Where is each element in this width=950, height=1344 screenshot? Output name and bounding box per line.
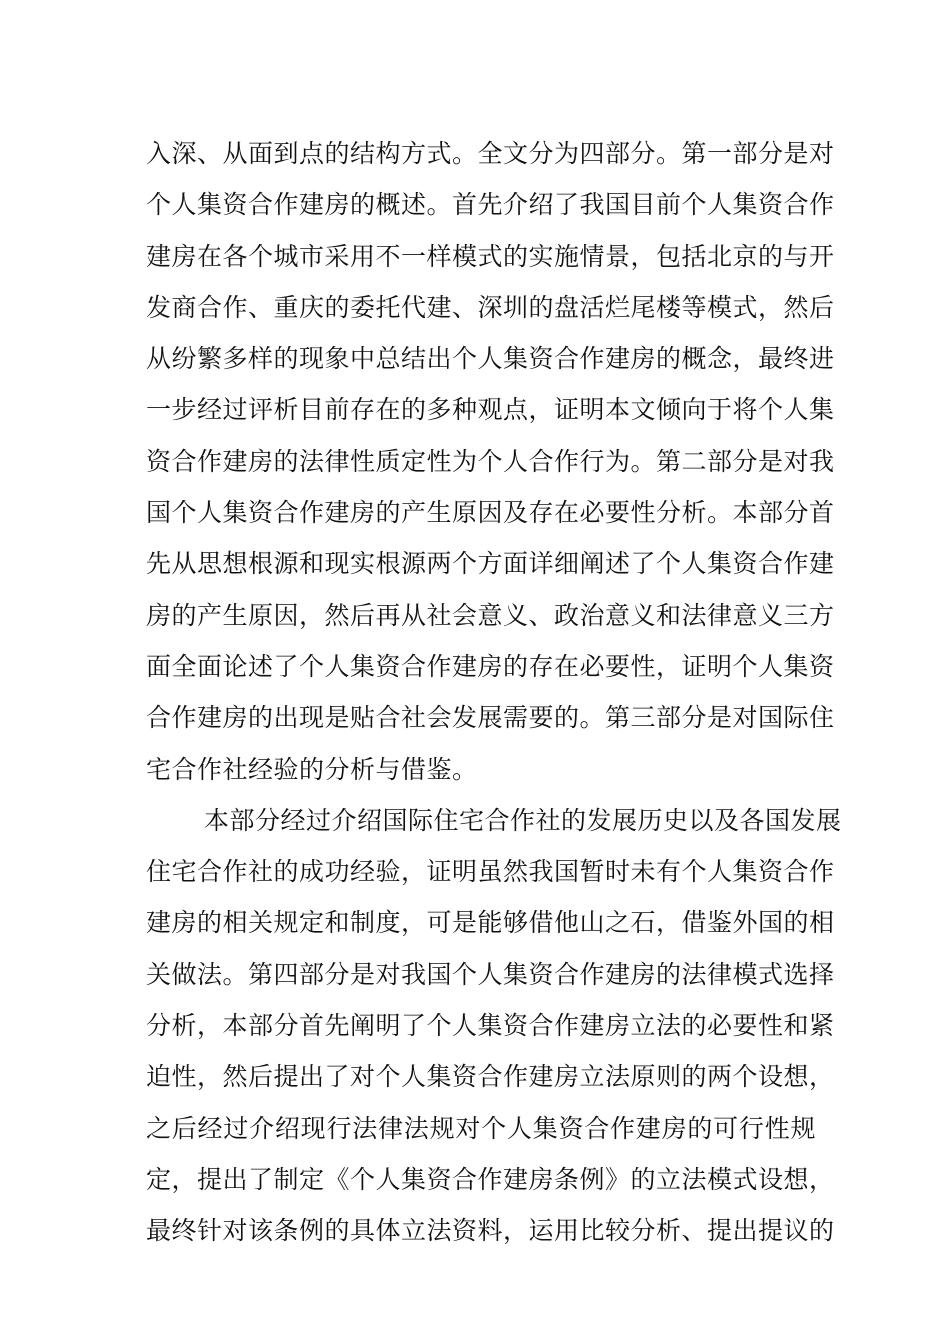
text-line: 合作建房的出现是贴合社会发展需要的。第三部分是对国际住 [146,703,835,733]
body-text [146,128,842,1257]
text-line: 面全面论述了个人集资合作建房的存在必要性，证明个人集资 [146,651,835,681]
text-line: 之后经过介绍现行法律法规对个人集资合作建房的可行性规 [146,1113,816,1143]
text-line: 分析，本部分首先阐明了个人集资合作建房立法的必要性和紧 [146,1011,835,1041]
text-line: 关做法。第四部分是对我国个人集资合作建房的法律模式选择 [146,959,835,989]
paragraph [146,795,842,1257]
text-line: 定，提出了制定《个人集资合作建房条例》的立法模式设想， [146,1164,835,1194]
text-line: 入深、从面到点的结构方式。全文分为四部分。第一部分是对 [146,139,835,168]
text-line: 资合作建房的法律性质定性为个人合作行为。第二部分是对我 [146,446,835,476]
text-line: 从纷繁多样的现象中总结出个人集资合作建房的概念，最终进 [146,344,835,374]
text-line: 国个人集资合作建房的产生原因及存在必要性分析。本部分首 [146,498,835,528]
paragraph [146,128,835,795]
text-line: 宅合作社经验的分析与借鉴。 [146,754,478,784]
text-line: 建房的相关规定和制度，可是能够借他山之石，借鉴外国的相 [146,908,835,938]
text-line: 建房在各个城市采用不一样模式的实施情景，包括北京的与开 [146,241,835,271]
text-line: 先从思想根源和现实根源两个方面详细阐述了个人集资合作建 [146,549,835,579]
text-line: 住宅合作社的成功经验，证明虽然我国暂时未有个人集资合作 [146,857,835,887]
text-line: 最终针对该条例的具体立法资料，运用比较分析、提出提议的 [146,1216,835,1246]
text-line: 个人集资合作建房的概述。首先介绍了我国目前个人集资合作 [146,190,835,220]
text-line: 发商合作、重庆的委托代建、深圳的盘活烂尾楼等模式，然后 [146,292,835,322]
text-line: 房的产生原因，然后再从社会意义、政治意义和法律意义三方 [146,600,835,630]
text-line: 本部分经过介绍国际住宅合作社的发展历史以及各国发展 [204,805,842,835]
text-line: 迫性，然后提出了对个人集资合作建房立法原则的两个设想， [146,1062,835,1092]
text-line: 一步经过评析目前存在的多种观点，证明本文倾向于将个人集 [146,395,835,425]
